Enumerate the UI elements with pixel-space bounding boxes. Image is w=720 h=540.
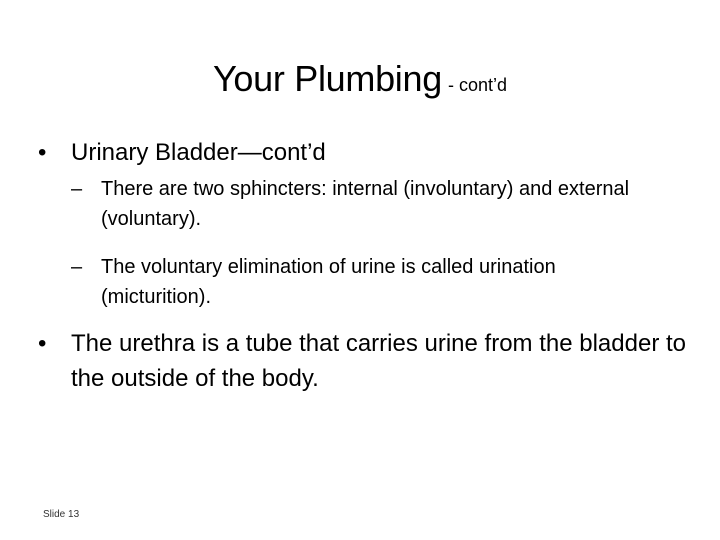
- slide-title: [0, 58, 720, 100]
- subitem-urination: [71, 252, 671, 312]
- subitem-marker: –: [71, 178, 83, 200]
- bullet-text: The urethra is a tube that carries urine from the bladder to the outside of the body.: [71, 330, 686, 392]
- subitem-sphincters: [71, 174, 671, 234]
- subitem-marker: –: [71, 256, 83, 278]
- bullet-text: Urinary Bladder—cont’d: [71, 139, 326, 166]
- slide-number: Slide 13: [43, 509, 80, 520]
- title-suffix: - cont’d: [447, 75, 507, 95]
- title-main: Your Plumbing: [213, 58, 442, 99]
- subitem-text: The voluntary elimination of urine is called urination (micturition).: [101, 256, 556, 308]
- bullet-urinary-bladder: [38, 135, 698, 170]
- bullet-urethra: [38, 326, 698, 396]
- bullet-marker: •: [38, 139, 47, 166]
- subitem-text: There are two sphincters: internal (involuntary) and external (voluntary).: [101, 178, 630, 230]
- bullet-marker: •: [38, 330, 47, 357]
